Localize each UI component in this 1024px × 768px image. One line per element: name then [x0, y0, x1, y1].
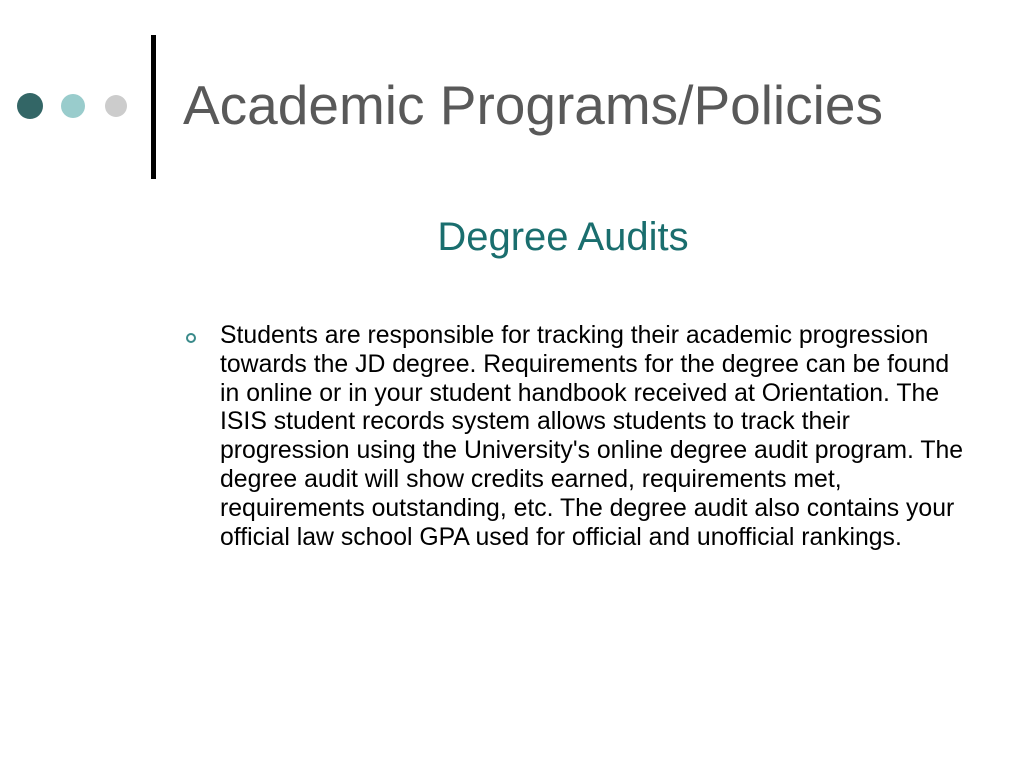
- bullet-text: Students are responsible for tracking their academic progression towards the JD degree. Requirements for the degree can be found in online or in your student handbook received at Orientation. The ISIS student records system allows students to track their progression using the University's online degree audit program. The degree audit will show credits earned, requirements met, requirements outstanding, etc. The degree audit also contains your official law school GPA used for official and unofficial rankings.: [220, 322, 964, 551]
- title-divider: [151, 35, 156, 179]
- bullet-list: [183, 322, 973, 552]
- decorative-dot-dark: [17, 93, 43, 119]
- decorative-dot-light: [61, 94, 85, 118]
- bullet-item: [183, 322, 973, 552]
- slide-subtitle: Degree Audits: [437, 215, 689, 259]
- hollow-circle-bullet-icon: [186, 333, 196, 343]
- slide-title: Academic Programs/Policies: [183, 74, 883, 136]
- decorative-dot-gray: [105, 95, 127, 117]
